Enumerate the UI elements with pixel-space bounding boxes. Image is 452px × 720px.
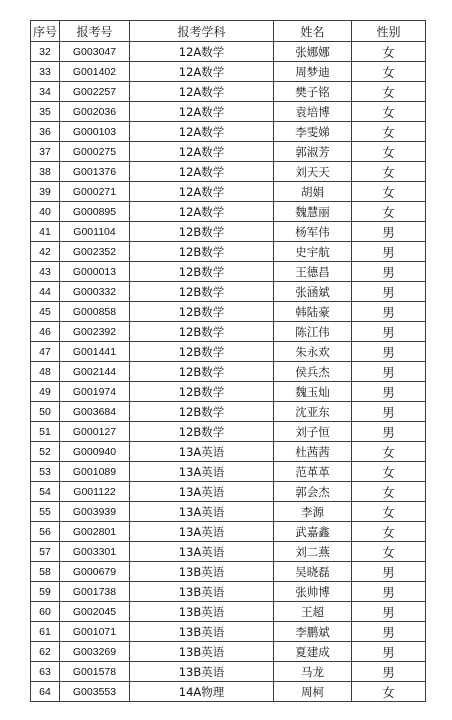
- table-row: [31, 462, 426, 482]
- cell-exam-id: G000127: [60, 422, 130, 442]
- cell-name: 朱永欢: [274, 342, 352, 362]
- cell-subject: 12A数学: [130, 82, 274, 102]
- cell-subject: 12B数学: [130, 322, 274, 342]
- cell-name: 魏玉灿: [274, 382, 352, 402]
- cell-name: 韩陆豪: [274, 302, 352, 322]
- cell-seq: 39: [31, 182, 60, 202]
- cell-gender: 男: [352, 402, 426, 422]
- cell-subject: 12A数学: [130, 142, 274, 162]
- cell-subject: 13B英语: [130, 602, 274, 622]
- cell-subject: 12A数学: [130, 42, 274, 62]
- cell-name: 杜茜茜: [274, 442, 352, 462]
- cell-exam-id: G003269: [60, 642, 130, 662]
- table-row: [31, 562, 426, 582]
- cell-gender: 男: [352, 362, 426, 382]
- cell-gender: 男: [352, 602, 426, 622]
- cell-subject: 12B数学: [130, 342, 274, 362]
- cell-exam-id: G001376: [60, 162, 130, 182]
- cell-subject: 13A英语: [130, 482, 274, 502]
- cell-exam-id: G003553: [60, 682, 130, 702]
- table-row: [31, 382, 426, 402]
- cell-subject: 13B英语: [130, 622, 274, 642]
- cell-subject: 12B数学: [130, 302, 274, 322]
- header-seq: 序号: [31, 21, 60, 42]
- cell-name: 沈亚东: [274, 402, 352, 422]
- cell-subject: 12A数学: [130, 62, 274, 82]
- cell-subject: 13B英语: [130, 662, 274, 682]
- cell-exam-id: G001441: [60, 342, 130, 362]
- cell-name: 杨军伟: [274, 222, 352, 242]
- cell-seq: 48: [31, 362, 60, 382]
- cell-seq: 61: [31, 622, 60, 642]
- cell-gender: 女: [352, 162, 426, 182]
- cell-exam-id: G002144: [60, 362, 130, 382]
- table-body: [31, 42, 426, 702]
- table-row: [31, 682, 426, 702]
- cell-gender: 女: [352, 42, 426, 62]
- cell-seq: 55: [31, 502, 60, 522]
- cell-exam-id: G000013: [60, 262, 130, 282]
- cell-subject: 12B数学: [130, 242, 274, 262]
- cell-seq: 43: [31, 262, 60, 282]
- cell-gender: 女: [352, 442, 426, 462]
- cell-name: 张帅博: [274, 582, 352, 602]
- cell-seq: 44: [31, 282, 60, 302]
- cell-subject: 12B数学: [130, 362, 274, 382]
- cell-seq: 62: [31, 642, 60, 662]
- cell-gender: 男: [352, 582, 426, 602]
- table-row: [31, 582, 426, 602]
- cell-exam-id: G000271: [60, 182, 130, 202]
- cell-name: 王超: [274, 602, 352, 622]
- cell-seq: 63: [31, 662, 60, 682]
- cell-name: 刘子恒: [274, 422, 352, 442]
- table-row: [31, 122, 426, 142]
- cell-seq: 35: [31, 102, 60, 122]
- cell-seq: 47: [31, 342, 60, 362]
- table-row: [31, 542, 426, 562]
- cell-exam-id: G001104: [60, 222, 130, 242]
- cell-gender: 男: [352, 382, 426, 402]
- cell-subject: 12B数学: [130, 422, 274, 442]
- cell-exam-id: G000940: [60, 442, 130, 462]
- header-exam-id: 报考号: [60, 21, 130, 42]
- cell-name: 周柯: [274, 682, 352, 702]
- cell-subject: 13A英语: [130, 522, 274, 542]
- cell-subject: 12B数学: [130, 222, 274, 242]
- header-name: 姓名: [274, 21, 352, 42]
- cell-name: 夏建成: [274, 642, 352, 662]
- cell-exam-id: G001402: [60, 62, 130, 82]
- table-row: [31, 222, 426, 242]
- cell-gender: 女: [352, 462, 426, 482]
- cell-gender: 女: [352, 482, 426, 502]
- cell-gender: 男: [352, 642, 426, 662]
- table-row: [31, 622, 426, 642]
- table-row: [31, 402, 426, 422]
- cell-seq: 37: [31, 142, 60, 162]
- cell-gender: 男: [352, 422, 426, 442]
- cell-subject: 13B英语: [130, 562, 274, 582]
- cell-name: 刘天天: [274, 162, 352, 182]
- cell-name: 马龙: [274, 662, 352, 682]
- cell-name: 王德昌: [274, 262, 352, 282]
- cell-subject: 13B英语: [130, 642, 274, 662]
- cell-gender: 男: [352, 662, 426, 682]
- table-row: [31, 482, 426, 502]
- cell-exam-id: G003301: [60, 542, 130, 562]
- cell-name: 郭会杰: [274, 482, 352, 502]
- cell-gender: 男: [352, 322, 426, 342]
- table-row: [31, 442, 426, 462]
- table-row: [31, 202, 426, 222]
- cell-name: 樊子铭: [274, 82, 352, 102]
- table-row: [31, 62, 426, 82]
- cell-gender: 男: [352, 242, 426, 262]
- table-row: [31, 642, 426, 662]
- table-row: [31, 82, 426, 102]
- cell-seq: 58: [31, 562, 60, 582]
- cell-exam-id: G000679: [60, 562, 130, 582]
- table-row: [31, 322, 426, 342]
- cell-seq: 64: [31, 682, 60, 702]
- cell-exam-id: G003684: [60, 402, 130, 422]
- cell-subject: 12A数学: [130, 162, 274, 182]
- cell-exam-id: G002036: [60, 102, 130, 122]
- cell-name: 范革革: [274, 462, 352, 482]
- cell-subject: 13A英语: [130, 502, 274, 522]
- cell-name: 张涵斌: [274, 282, 352, 302]
- cell-seq: 40: [31, 202, 60, 222]
- table-row: [31, 242, 426, 262]
- cell-seq: 36: [31, 122, 60, 142]
- cell-gender: 女: [352, 202, 426, 222]
- cell-seq: 60: [31, 602, 60, 622]
- cell-exam-id: G003939: [60, 502, 130, 522]
- cell-gender: 男: [352, 622, 426, 642]
- cell-name: 李源: [274, 502, 352, 522]
- cell-gender: 女: [352, 82, 426, 102]
- table-row: [31, 162, 426, 182]
- table-row: [31, 502, 426, 522]
- cell-exam-id: G002392: [60, 322, 130, 342]
- cell-gender: 男: [352, 262, 426, 282]
- cell-name: 胡娟: [274, 182, 352, 202]
- cell-subject: 12B数学: [130, 382, 274, 402]
- cell-gender: 女: [352, 122, 426, 142]
- cell-seq: 38: [31, 162, 60, 182]
- cell-name: 袁培博: [274, 102, 352, 122]
- cell-seq: 32: [31, 42, 60, 62]
- cell-exam-id: G000895: [60, 202, 130, 222]
- cell-name: 魏慧丽: [274, 202, 352, 222]
- table-row: [31, 362, 426, 382]
- cell-gender: 男: [352, 222, 426, 242]
- cell-gender: 女: [352, 62, 426, 82]
- cell-gender: 女: [352, 102, 426, 122]
- cell-name: 吴晓磊: [274, 562, 352, 582]
- cell-exam-id: G002257: [60, 82, 130, 102]
- cell-name: 李雯娣: [274, 122, 352, 142]
- cell-seq: 56: [31, 522, 60, 542]
- cell-seq: 42: [31, 242, 60, 262]
- cell-subject: 12A数学: [130, 202, 274, 222]
- table-row: [31, 522, 426, 542]
- table-row: [31, 182, 426, 202]
- cell-name: 李鹏斌: [274, 622, 352, 642]
- header-row: [31, 21, 426, 42]
- cell-exam-id: G001738: [60, 582, 130, 602]
- cell-gender: 女: [352, 142, 426, 162]
- cell-exam-id: G002352: [60, 242, 130, 262]
- cell-exam-id: G001089: [60, 462, 130, 482]
- cell-seq: 34: [31, 82, 60, 102]
- cell-name: 郭淑芳: [274, 142, 352, 162]
- cell-seq: 51: [31, 422, 60, 442]
- table-row: [31, 302, 426, 322]
- cell-gender: 男: [352, 282, 426, 302]
- cell-seq: 33: [31, 62, 60, 82]
- cell-name: 陈江伟: [274, 322, 352, 342]
- cell-gender: 男: [352, 562, 426, 582]
- cell-exam-id: G001974: [60, 382, 130, 402]
- cell-seq: 50: [31, 402, 60, 422]
- cell-subject: 12B数学: [130, 282, 274, 302]
- cell-subject: 12B数学: [130, 402, 274, 422]
- cell-seq: 53: [31, 462, 60, 482]
- cell-subject: 12A数学: [130, 102, 274, 122]
- cell-exam-id: G001071: [60, 622, 130, 642]
- cell-gender: 女: [352, 542, 426, 562]
- enrollment-sheet: [30, 20, 425, 702]
- cell-gender: 男: [352, 302, 426, 322]
- cell-subject: 12B数学: [130, 262, 274, 282]
- cell-gender: 女: [352, 182, 426, 202]
- table-row: [31, 422, 426, 442]
- applicant-table: [30, 20, 426, 702]
- cell-seq: 41: [31, 222, 60, 242]
- cell-subject: 13A英语: [130, 462, 274, 482]
- cell-subject: 13A英语: [130, 542, 274, 562]
- cell-gender: 女: [352, 522, 426, 542]
- cell-exam-id: G000858: [60, 302, 130, 322]
- cell-subject: 13A英语: [130, 442, 274, 462]
- cell-exam-id: G000332: [60, 282, 130, 302]
- cell-subject: 13B英语: [130, 582, 274, 602]
- cell-name: 周梦迪: [274, 62, 352, 82]
- cell-name: 武嘉鑫: [274, 522, 352, 542]
- table-row: [31, 282, 426, 302]
- cell-subject: 14A物理: [130, 682, 274, 702]
- cell-seq: 46: [31, 322, 60, 342]
- cell-seq: 49: [31, 382, 60, 402]
- cell-name: 史宇航: [274, 242, 352, 262]
- table-row: [31, 342, 426, 362]
- cell-name: 侯兵杰: [274, 362, 352, 382]
- cell-gender: 男: [352, 342, 426, 362]
- cell-seq: 54: [31, 482, 60, 502]
- cell-name: 刘二燕: [274, 542, 352, 562]
- cell-seq: 52: [31, 442, 60, 462]
- table-row: [31, 262, 426, 282]
- cell-exam-id: G001578: [60, 662, 130, 682]
- header-subject: 报考学科: [130, 21, 274, 42]
- header-gender: 性别: [352, 21, 426, 42]
- cell-subject: 12A数学: [130, 122, 274, 142]
- table-row: [31, 142, 426, 162]
- table-row: [31, 42, 426, 62]
- cell-gender: 女: [352, 502, 426, 522]
- cell-subject: 12A数学: [130, 182, 274, 202]
- cell-seq: 45: [31, 302, 60, 322]
- table-row: [31, 102, 426, 122]
- cell-exam-id: G000275: [60, 142, 130, 162]
- cell-seq: 59: [31, 582, 60, 602]
- cell-name: 张娜娜: [274, 42, 352, 62]
- cell-exam-id: G000103: [60, 122, 130, 142]
- table-row: [31, 602, 426, 622]
- cell-exam-id: G001122: [60, 482, 130, 502]
- table-row: [31, 662, 426, 682]
- cell-exam-id: G002801: [60, 522, 130, 542]
- cell-exam-id: G002045: [60, 602, 130, 622]
- cell-seq: 57: [31, 542, 60, 562]
- cell-exam-id: G003047: [60, 42, 130, 62]
- cell-gender: 女: [352, 682, 426, 702]
